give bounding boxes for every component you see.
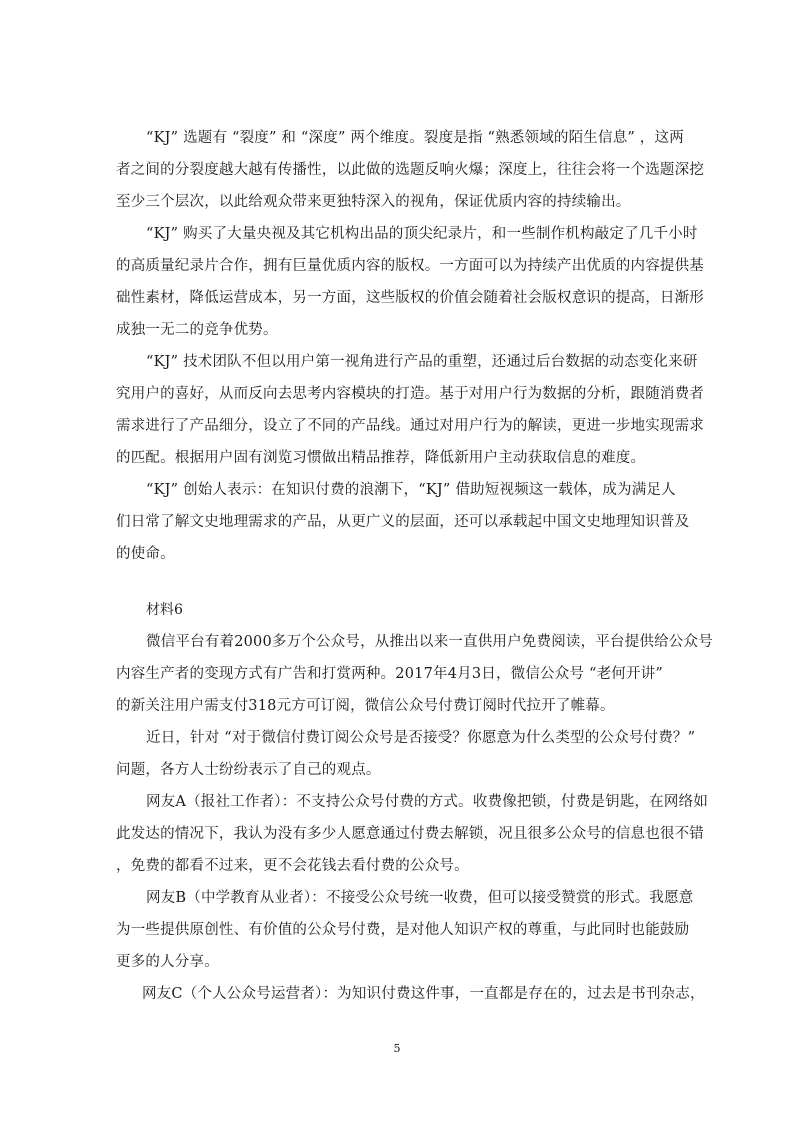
paragraph-line: 内容生产者的变现方式有广告和打赏两种。2017年4月3日，微信公众号 “老何开讲” <box>116 666 663 682</box>
paragraph-line: “KJ” 购买了大量央视及其它机构出品的顶尖纪录片，和一些制作机构敲定了几千小时 <box>146 226 698 242</box>
paragraph-line: 近日，针对 “对于微信付费订阅公众号是否接受？你愿意为什么类型的公众号付费？” <box>146 730 696 746</box>
paragraph-line: 网友A（报社工作者）：不支持公众号付费的方式。收费像把锁，付费是钥匙，在网络如 <box>146 794 709 810</box>
paragraph-line: 为一些提供原创性、有价值的公众号付费，是对他人知识产权的尊重，与此同时也能鼓励 <box>116 922 690 938</box>
paragraph-line: 成独一无二的竞争优势。 <box>116 322 278 338</box>
paragraph-line: 网友C（个人公众号运营者）：为知识付费这件事，一直都是存在的，过去是书刊杂志， <box>142 986 705 1002</box>
paragraph-line: 此发达的情况下，我认为没有多少人愿意通过付费去解锁，况且很多公众号的信息也很不错 <box>116 826 704 842</box>
paragraph-line: 的新关注用户需支付318元方可订阅，微信公众号付费订阅时代拉开了帷幕。 <box>116 698 615 714</box>
paragraph-line: 更多的人分享。 <box>116 954 219 970</box>
paragraph-line: 的匹配。根据用户固有浏览习惯做出精品推荐，降低新用户主动获取信息的难度。 <box>116 450 646 466</box>
paragraph-line: ，免费的都看不过来，更不会花钱去看付费的公众号。 <box>116 858 469 874</box>
paragraph-line: 的使命。 <box>116 546 175 562</box>
paragraph-line: 础性素材，降低运营成本，另一方面，这些版权的价值会随着社会版权意识的提高，日渐形 <box>116 290 704 306</box>
paragraph-line: 者之间的分裂度越大越有传播性，以此做的选题反响火爆；深度上，往往会将一个选题深挖 <box>116 162 704 178</box>
paragraph-line: 至少三个层次，以此给观众带来更独特深入的视角，保证优质内容的持续输出。 <box>116 194 631 210</box>
paragraph-line: 们日常了解文史地理需求的产品，从更广义的层面，还可以承载起中国文史地理知识普及 <box>116 514 690 530</box>
paragraph-line: “KJ” 创始人表示：在知识付费的浪潮下，“KJ” 借助短视频这一载体，成为满足人 <box>146 482 676 498</box>
paragraph-line: 的高质量纪录片合作，拥有巨量优质内容的版权。一方面可以为持续产出优质的内容提供基 <box>116 258 704 274</box>
section-heading: 材料6 <box>146 602 183 618</box>
paragraph-line: 需求进行了产品细分，设立了不同的产品线。通过对用户行为的解读，更进一步地实现需求 <box>116 418 704 434</box>
paragraph-line: 问题，各方人士纷纷表示了自己的观点。 <box>116 762 381 778</box>
page-number: 5 <box>393 1042 401 1055</box>
paragraph-line: 微信平台有着2000多万个公众号，从推出以来一直供用户免费阅读，平台提供给公众号 <box>146 634 713 650</box>
paragraph-line: “KJ” 选题有 “裂度” 和 “深度” 两个维度。裂度是指 “熟悉领域的陌生信息” ，这两 <box>146 130 684 146</box>
paragraph-line: “KJ” 技术团队不但以用户第一视角进行产品的重塑，还通过后台数据的动态变化来研 <box>146 354 698 370</box>
paragraph-line: 网友B（中学教育从业者）：不接受公众号统一收费，但可以接受赞赏的形式。我愿意 <box>146 890 694 906</box>
paragraph-line: 究用户的喜好，从而反向去思考内容模块的打造。基于对用户行为数据的分析，跟随消费者 <box>116 386 704 402</box>
